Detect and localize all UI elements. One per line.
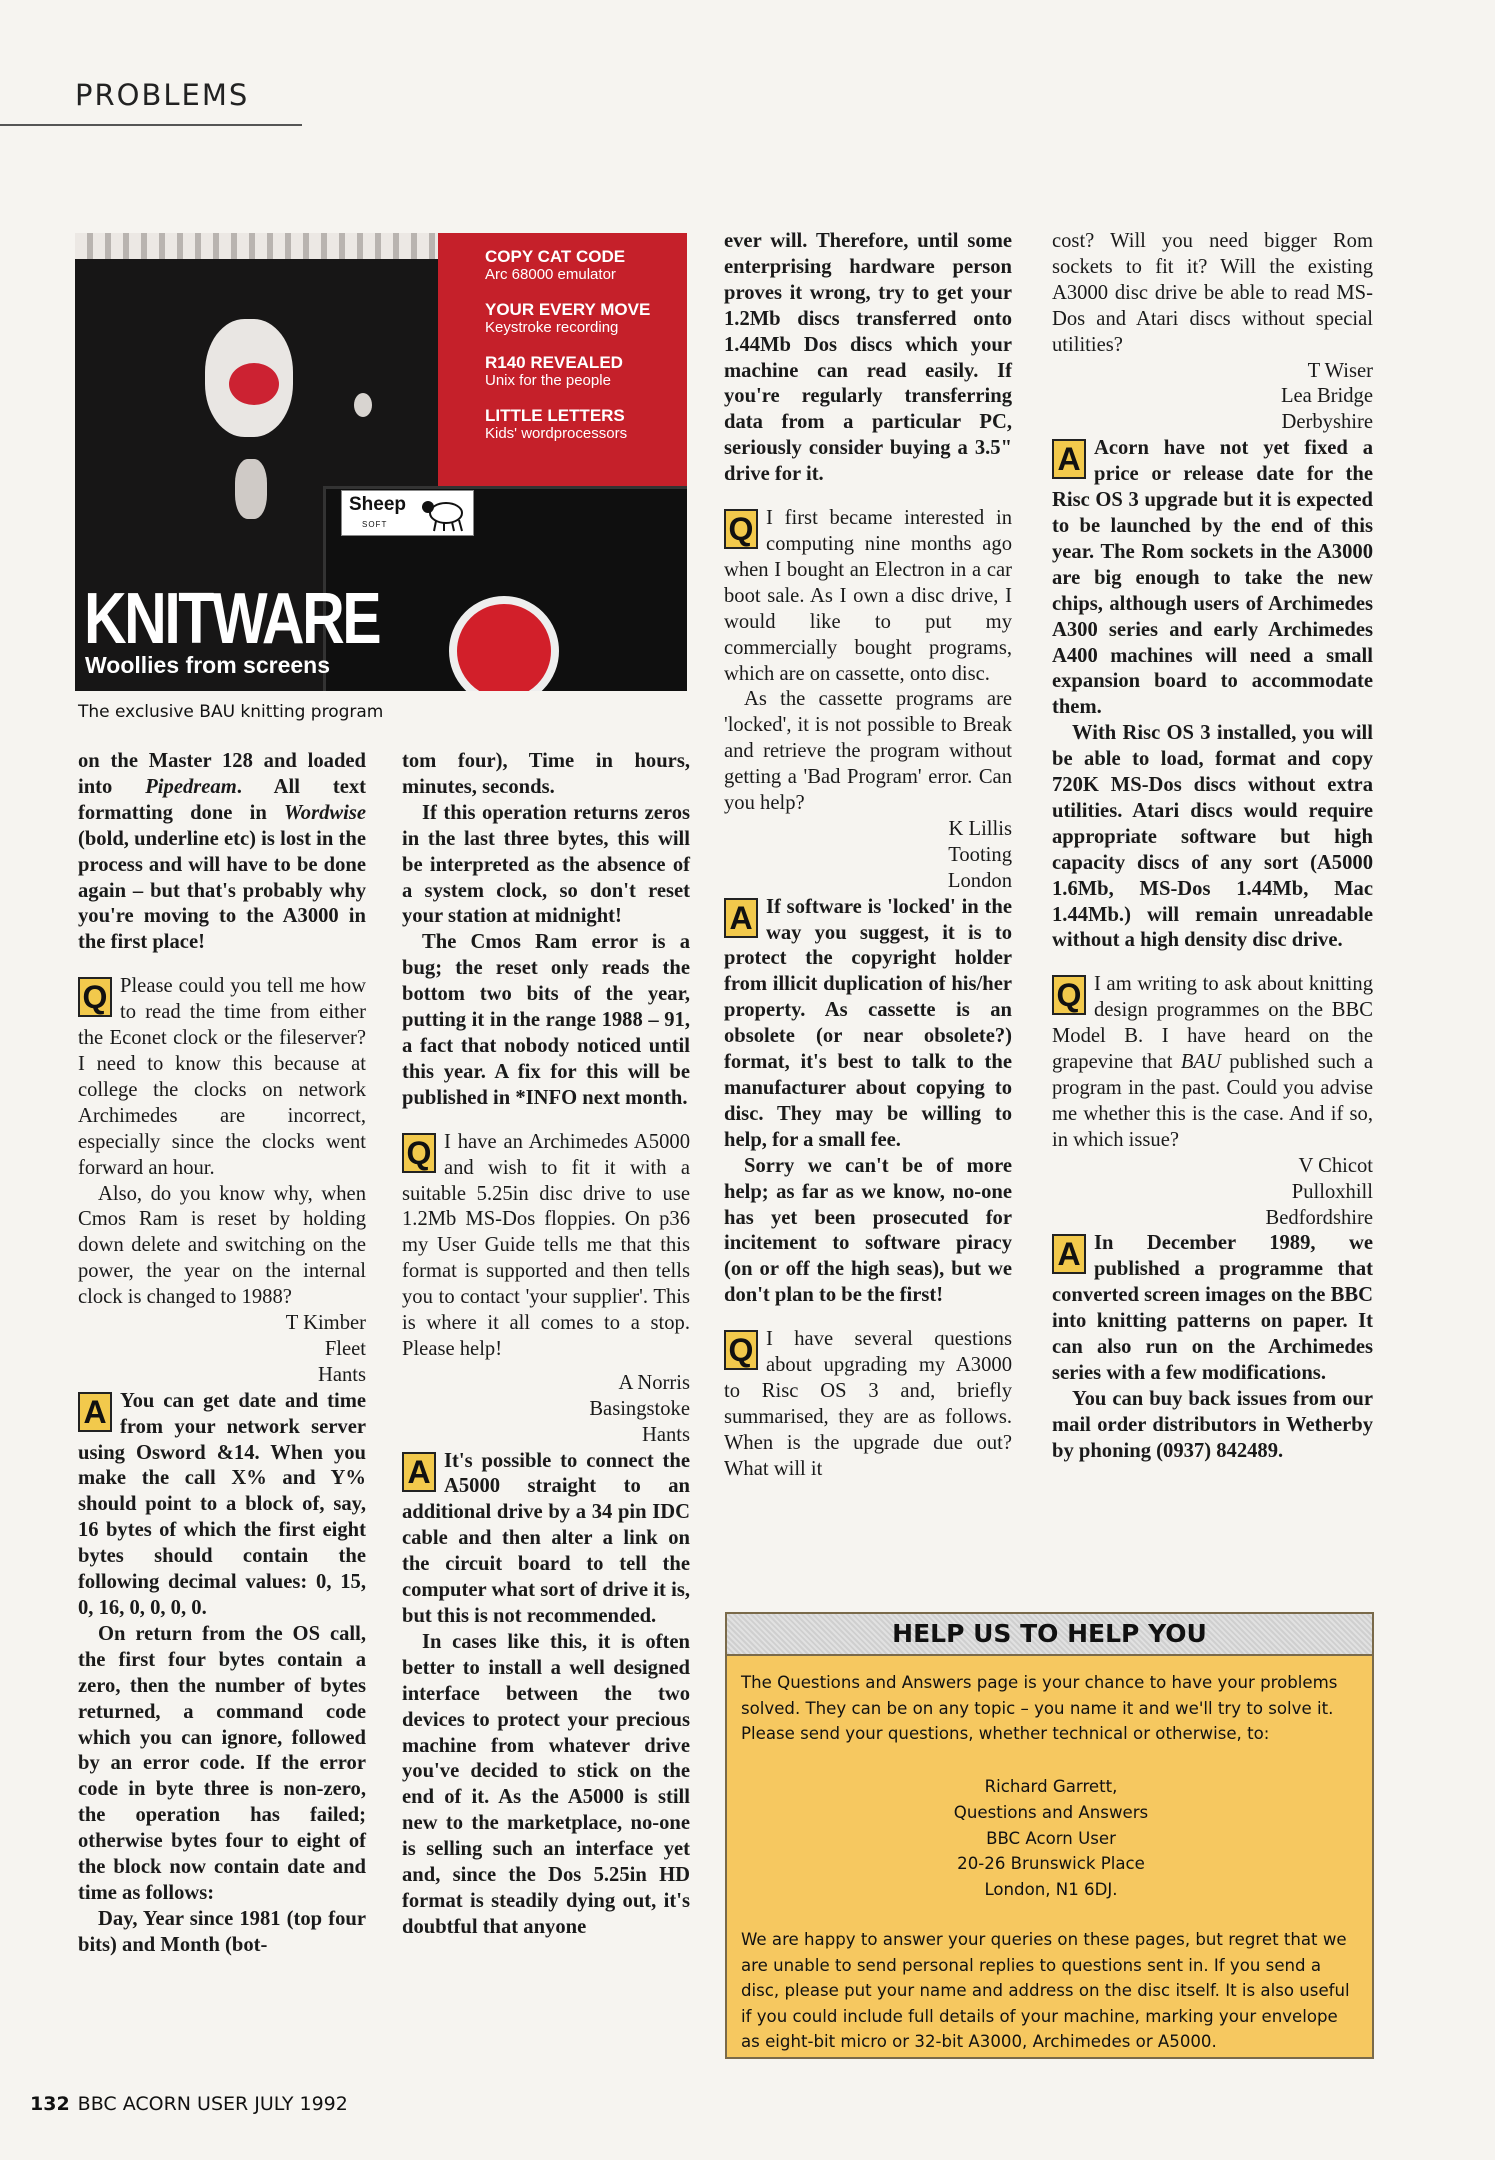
question-paragraph: cost? Will you need bigger Rom sockets to fit it? Will the existing A3000 disc drive be able to read MS-Dos and Atari discs without special utilities?	[1052, 230, 1373, 356]
question-badge: Q	[1052, 975, 1086, 1015]
signature-name: K Lillis	[948, 817, 1012, 840]
question-text: I have an Archimedes A5000 and wish to fit it with a suitable 5.25in disc drive to use 1.2Mb MS-Dos floppies. On p36 my User Guide tells me that this format is supported and then tells you to contact 'your supplier'. This is where it all comes to a stop. Please help!	[402, 1130, 690, 1360]
answer-badge: A	[78, 1392, 112, 1432]
page-footer	[30, 2093, 348, 2115]
answer-badge: A	[724, 898, 758, 938]
question-paragraph	[724, 1327, 1012, 1482]
question-badge: Q	[724, 1330, 758, 1370]
question-badge: Q	[78, 977, 112, 1017]
answer-text: You can get date and time from your network server using Osword &14. When you make the call X% and Y% should point to a block of, say, 16 bytes of which the first eight bytes should contain the following decimal values: 0, 15, 0, 16, 0, 0, 0, 0.	[78, 1389, 366, 1619]
cover-headline-title: COPY CAT CODE	[485, 247, 626, 266]
answer-badge: A	[402, 1452, 436, 1492]
answer-text: It's possible to connect the A5000 straight to an additional drive by a 34 pin IDC cable and then alter a link on the circuit board to tell the computer what sort of drive it is, but this is not recommended.	[402, 1449, 690, 1627]
logo-text: Sheep	[349, 494, 407, 515]
question-paragraph: As the cassette programs are 'locked', it is not possible to Break and retrieve the program without getting a 'Bad Program' error. Can you help?	[724, 688, 1012, 815]
signature-place: Hants	[317, 1363, 366, 1386]
answer-paragraph: Sorry we can't be of more help; as far as we know, no-one has yet been prosecuted for incitement to software piracy (on or off the high seas), but we don't plan to be the first!	[724, 1154, 1012, 1307]
text-run: on the Master 128 and loaded into	[78, 750, 366, 798]
answer-paragraph: You can buy back issues from our mail order distributors in Wetherby by phoning (0937) 842489.	[1052, 1387, 1373, 1462]
question-badge: Q	[402, 1133, 436, 1173]
answer-paragraph	[1052, 436, 1373, 721]
answer-paragraph	[402, 1449, 690, 1630]
column-3	[724, 229, 1012, 1483]
answer-badge: A	[1052, 439, 1086, 479]
cover-headline	[485, 353, 685, 390]
answer-text: If software is 'locked' in the way you suggest, it is to protect the copyright holder from illicit duplication of his/her property. As cassette is an obsolete (or near obsolete?) format, it's best to talk to the manufacturer about copying to disc. They may be willing to help, for a small fee.	[724, 895, 1012, 1151]
signature-name: T Wiser	[1307, 359, 1373, 382]
cover-headline	[485, 247, 685, 284]
cover-image	[75, 233, 687, 691]
address-line: BBC Acorn User	[986, 1828, 1116, 1848]
column-2	[402, 749, 690, 1941]
sheep-icon	[418, 493, 470, 533]
question-paragraph	[402, 1130, 690, 1363]
answer-paragraph	[78, 1389, 366, 1622]
knit-figure-dot	[354, 393, 372, 417]
address-line: Richard Garrett,	[984, 1777, 1118, 1796]
question-badge: Q	[724, 509, 758, 549]
cover-caption: The exclusive BAU knitting program	[78, 702, 384, 722]
knit-figure-eye	[229, 363, 279, 405]
column-4	[1052, 229, 1373, 1465]
knit-pattern-top	[75, 233, 438, 259]
help-box-title: HELP US TO HELP YOU	[727, 1614, 1372, 1656]
cover-headline-title: LITTLE LETTERS	[485, 406, 625, 425]
answer-paragraph: tom four), Time in hours, minutes, seconds.	[402, 750, 690, 798]
signature-place: Basingstoke	[589, 1397, 690, 1420]
address-line: 20-26 Brunswick Place	[957, 1854, 1145, 1874]
help-box-address	[741, 1774, 1361, 1903]
page-number: 132	[30, 2093, 70, 2115]
answer-paragraph	[1052, 1231, 1373, 1386]
cover-headline-sub: Arc 68000 emulator	[485, 266, 616, 283]
signature-place: Pulloxhill	[1291, 1180, 1373, 1203]
question-text: Please could you tell me how to read the time from either the Econet clock or the fileserver? I need to know this because at college the clocks on network Archimedes are incorrect, especially since the clocks went forward an hour.	[78, 975, 366, 1179]
address-line: London, N1 6DJ.	[984, 1880, 1118, 1900]
question-text: I have several questions about upgrading my A3000 to Risc OS 3 and, briefly summarised, they are as follows. When is the upgrade due out? What will it	[724, 1328, 1012, 1480]
answer-paragraph: In cases like this, it is often better to install a well designed interface between the two devices to protect your precious machine from whatever drive you've decided to stick on the end of it. As the A5000 is still new to the marketplace, no-one is selling such an interface yet and, since the Dos 5.25in HD format is steadily dying out, it's doubtful that anyone	[402, 1630, 690, 1938]
answer-paragraph: The Cmos Ram error is a bug; the reset only reads the bottom two bits of the year, putting it in the range 1988 – 91, a fact that nobody noticed until this year. A fix for this will be published in *INFO next month.	[402, 931, 690, 1109]
product-name: Wordwise	[283, 801, 366, 824]
cover-headlines	[485, 247, 685, 459]
cover-headline-title: R140 REVEALED	[485, 353, 623, 372]
signature-name: A Norris	[618, 1371, 690, 1394]
answer-badge: A	[1052, 1234, 1086, 1274]
cover-headline-sub: Keystroke recording	[485, 319, 619, 336]
question-paragraph	[78, 974, 366, 1181]
column-1	[78, 749, 366, 1959]
answer-paragraph: On return from the OS call, the first four bytes contain a zero, then the number of bytes returned, a command code which you can ignore, followed by an error code. If the error code in byte three is non-zero, the operation has failed; otherwise bytes four to eight of the block now contain date and time as follows:	[78, 1622, 366, 1904]
signature-name: T Kimber	[285, 1312, 366, 1335]
question-paragraph	[1052, 972, 1373, 1153]
question-text: I am writing to ask about knitting design programmes on the BBC Model B. I have heard on the grapevine that	[1052, 973, 1373, 1074]
section-title: PROBLEMS	[75, 78, 250, 112]
signature-place: Fleet	[324, 1337, 366, 1360]
publication-line: BBC ACORN USER JULY 1992	[77, 2093, 348, 2115]
question-text: I first became interested in computing nine months ago when I bought an Electron in a car boot sale. As I own a disc drive, I would like to put my commercially bought programs, which are on cassette, onto disc.	[724, 507, 1012, 685]
help-box-note: We are happy to answer your queries on these pages, but regret that we are unable to send personal replies to questions sent in. If you send a disc, please put your name and address on the disc itself. It is also useful if you could include full details of your machine, marking your envelope as eight-bit micro or 32-bit A3000, Archimedes or A5000.	[741, 1930, 1350, 2051]
cover-headline-title: YOUR EVERY MOVE	[485, 300, 651, 319]
knit-figure-body	[235, 459, 267, 519]
address-line: Questions and Answers	[953, 1802, 1149, 1822]
answer-text: Acorn have not yet fixed a price or release date for the Risc OS 3 upgrade but it is expected to be launched by the end of this year. The Rom sockets in the A3000 are big enough to take the new chips, although users of Archimedes A300 series and early Archimedes A400 machines will need a small expansion board to accommodate them.	[1052, 437, 1373, 719]
question-text: published such a program in the past. Could you advise me whether this is the case. And if so, in which issue?	[1052, 1051, 1373, 1151]
header-rule	[0, 124, 302, 126]
answer-paragraph: Day, Year since 1981 (top four bits) and Month (bot-	[78, 1907, 366, 1956]
signature-place: Derbyshire	[1281, 411, 1373, 434]
question-paragraph	[724, 506, 1012, 687]
product-name: Pipedream	[145, 775, 237, 798]
cover-headline	[485, 300, 685, 337]
magazine-name: BAU	[1180, 1051, 1221, 1074]
signature-place: London	[947, 869, 1012, 892]
text-run: . All text formatting done in	[78, 775, 366, 824]
help-box	[725, 1612, 1374, 2059]
question-paragraph: Also, do you know why, when Cmos Ram is reset by holding down delete and switching on the power, the year on the internal clock is changed to 1988?	[78, 1182, 366, 1309]
logo-subtext: SOFT	[362, 520, 388, 529]
cover-headline	[485, 406, 685, 443]
answer-continuation	[78, 749, 366, 956]
answer-text: In December 1989, we published a programme that converted screen images on the BBC into knitting patterns on paper. It can also run on the Archimedes series with a few modifications.	[1052, 1232, 1373, 1384]
answer-paragraph: ever will. Therefore, until some enterprising hardware person proves it wrong, try to get your 1.2Mb discs transferred onto 1.44Mb Dos discs which your machine can read easily. If you're regularly transferring data from a particular PC, seriously consider buying a 3.5" drive for it.	[724, 230, 1012, 486]
answer-paragraph	[724, 895, 1012, 1154]
signature-place: Lea Bridge	[1280, 385, 1373, 408]
signature-place: Hants	[641, 1423, 690, 1446]
answer-paragraph: If this operation returns zeros in the last three bytes, this will be interpreted as the absence of a system clock, so don't reset your station at midnight!	[402, 801, 690, 928]
sheep-soft-logo	[341, 490, 474, 536]
help-box-intro: The Questions and Answers page is your chance to have your problems solved. They can be on any topic – you name it and we'll try to solve it. Please send your questions, whether technical or otherwise, to:	[741, 1673, 1338, 1743]
cover-headline-sub: Unix for the people	[485, 372, 611, 389]
signature-place: Bedfordshire	[1265, 1206, 1373, 1229]
cover-headline-sub: Kids' wordprocessors	[485, 425, 628, 442]
cover-subtitle: Woollies from screens	[85, 652, 330, 678]
signature-name: V Chicot	[1298, 1154, 1373, 1177]
cover-title: KNITWARE	[84, 579, 380, 659]
answer-paragraph: With Risc OS 3 installed, you will be able to load, format and copy 720K MS-Dos discs without extra utilities. Atari discs would require appropriate software but high capacity discs of any sort (A5000 1.6Mb, MS-Dos 1.44Mb, Mac 1.44Mb.) will remain unreadable without a high density disc drive.	[1052, 722, 1373, 952]
signature-place: Tooting	[948, 843, 1012, 866]
text-run: (bold, underline etc) is lost in the process and will have to be done again – but that's probably why you're moving to the A3000 in the first place!	[78, 827, 366, 954]
